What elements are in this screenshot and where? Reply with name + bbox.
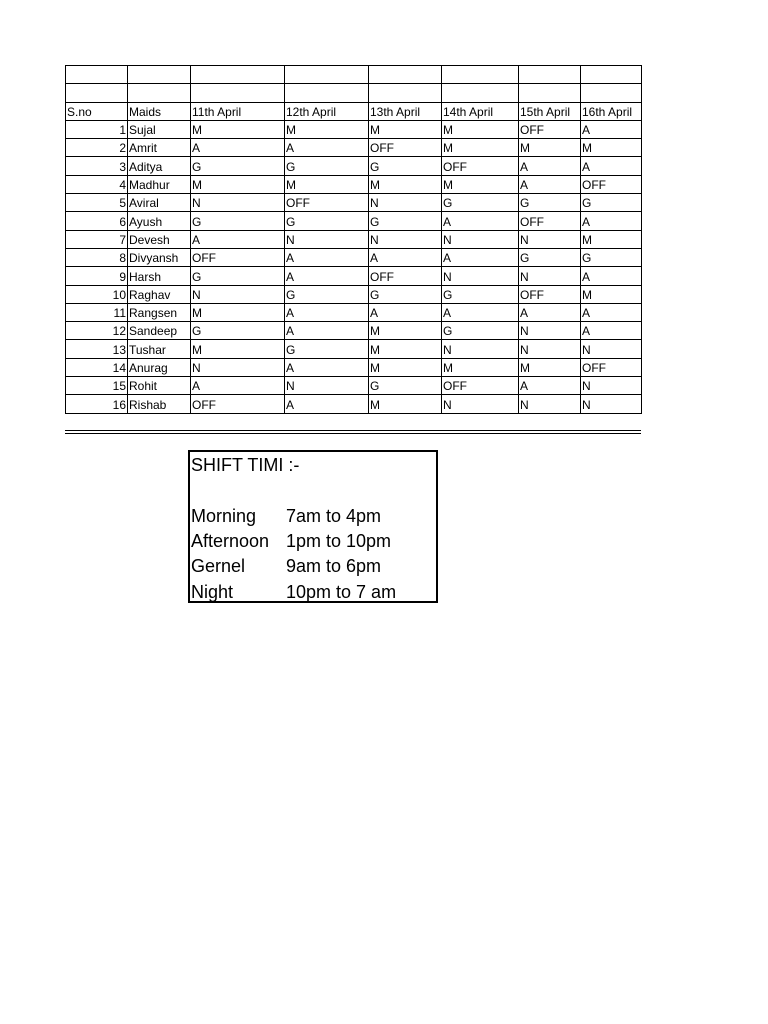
header-cell: 11th April: [191, 102, 285, 120]
table-row: [66, 157, 642, 175]
serial-number-cell: 16: [66, 395, 128, 413]
shift-code-cell: M: [442, 120, 519, 138]
shift-code-cell: OFF: [442, 377, 519, 395]
shift-code-cell: A: [581, 322, 642, 340]
shift-label: Afternoon: [191, 531, 270, 551]
serial-number-cell: 9: [66, 267, 128, 285]
table-row: [66, 267, 642, 285]
roster-body: [66, 66, 642, 414]
shift-code-cell: M: [581, 285, 642, 303]
header-cell: 14th April: [442, 102, 519, 120]
shift-code-cell: M: [581, 230, 642, 248]
shift-code-cell: N: [442, 340, 519, 358]
shift-code-cell: G: [285, 340, 369, 358]
shift-time: 10pm to 7 am: [286, 582, 397, 602]
serial-number-cell: 8: [66, 248, 128, 266]
blank-cell: [519, 66, 581, 84]
table-row: [66, 285, 642, 303]
shift-code-cell: M: [191, 303, 285, 321]
shift-timing-title: SHIFT TIMI :-: [191, 455, 300, 475]
table-row: [66, 377, 642, 395]
shift-time: 9am to 6pm: [286, 556, 382, 576]
table-row: [66, 340, 642, 358]
shift-code-cell: G: [581, 194, 642, 212]
shift-code-cell: N: [369, 230, 442, 248]
shift-code-cell: N: [442, 267, 519, 285]
blank-cell: [191, 84, 285, 102]
shift-code-cell: M: [519, 358, 581, 376]
shift-roster-table: [65, 65, 642, 414]
shift-code-cell: A: [285, 395, 369, 413]
blank-cell: [128, 84, 191, 102]
shift-code-cell: G: [442, 285, 519, 303]
shift-code-cell: OFF: [369, 139, 442, 157]
blank-row: [66, 66, 642, 84]
serial-number-cell: 6: [66, 212, 128, 230]
shift-code-cell: M: [581, 139, 642, 157]
shift-code-cell: G: [519, 248, 581, 266]
shift-code-cell: A: [285, 139, 369, 157]
table-row: [66, 194, 642, 212]
shift-code-cell: G: [369, 377, 442, 395]
shift-code-cell: A: [581, 157, 642, 175]
shift-code-cell: A: [519, 175, 581, 193]
shift-code-cell: A: [285, 267, 369, 285]
maid-name-cell: Raghav: [128, 285, 191, 303]
serial-number-cell: 2: [66, 139, 128, 157]
blank-cell: [519, 84, 581, 102]
shift-code-cell: G: [191, 212, 285, 230]
header-row: [66, 102, 642, 120]
blank-cell: [285, 84, 369, 102]
shift-code-cell: A: [369, 248, 442, 266]
shift-code-cell: N: [285, 230, 369, 248]
shift-code-cell: M: [442, 139, 519, 157]
table-row: [66, 139, 642, 157]
table-row: [66, 230, 642, 248]
header-cell: S.no: [66, 102, 128, 120]
shift-code-cell: A: [285, 248, 369, 266]
maid-name-cell: Amrit: [128, 139, 191, 157]
shift-code-cell: A: [519, 157, 581, 175]
serial-number-cell: 3: [66, 157, 128, 175]
shift-code-cell: N: [519, 322, 581, 340]
blank-cell: [369, 84, 442, 102]
shift-code-cell: G: [369, 285, 442, 303]
shift-code-cell: G: [285, 212, 369, 230]
shift-code-cell: A: [519, 377, 581, 395]
table-row: [66, 212, 642, 230]
shift-code-cell: N: [191, 285, 285, 303]
shift-code-cell: A: [285, 303, 369, 321]
shift-code-cell: A: [581, 267, 642, 285]
blank-cell: [369, 66, 442, 84]
shift-code-cell: N: [581, 395, 642, 413]
shift-code-cell: OFF: [191, 248, 285, 266]
shift-code-cell: G: [191, 157, 285, 175]
shift-code-cell: OFF: [581, 358, 642, 376]
shift-code-cell: M: [442, 358, 519, 376]
shift-code-cell: G: [442, 194, 519, 212]
maid-name-cell: Rohit: [128, 377, 191, 395]
shift-code-cell: M: [191, 120, 285, 138]
shift-code-cell: G: [369, 212, 442, 230]
shift-code-cell: G: [285, 285, 369, 303]
shift-code-cell: N: [191, 358, 285, 376]
shift-code-cell: M: [369, 395, 442, 413]
shift-code-cell: M: [191, 175, 285, 193]
shift-code-cell: N: [442, 395, 519, 413]
maid-name-cell: Rangsen: [128, 303, 191, 321]
shift-code-cell: N: [581, 377, 642, 395]
table-row: [66, 303, 642, 321]
blank-cell: [191, 66, 285, 84]
shift-code-cell: N: [519, 230, 581, 248]
shift-code-cell: A: [191, 377, 285, 395]
shift-code-cell: OFF: [369, 267, 442, 285]
table-row: [66, 395, 642, 413]
shift-timing-box: [188, 450, 438, 603]
shift-code-cell: M: [369, 322, 442, 340]
shift-code-cell: M: [519, 139, 581, 157]
shift-code-cell: G: [442, 322, 519, 340]
shift-code-cell: OFF: [519, 212, 581, 230]
table-row: [66, 358, 642, 376]
blank-cell: [66, 66, 128, 84]
blank-cell: [66, 84, 128, 102]
blank-cell: [581, 66, 642, 84]
shift-time: 1pm to 10pm: [286, 531, 392, 551]
shift-code-cell: N: [369, 194, 442, 212]
maid-name-cell: Devesh: [128, 230, 191, 248]
shift-code-cell: G: [191, 267, 285, 285]
table-row: [66, 248, 642, 266]
shift-code-cell: A: [191, 230, 285, 248]
shift-code-cell: G: [285, 157, 369, 175]
shift-code-cell: M: [285, 120, 369, 138]
serial-number-cell: 15: [66, 377, 128, 395]
shift-code-cell: A: [285, 358, 369, 376]
shift-code-cell: M: [369, 175, 442, 193]
shift-code-cell: G: [191, 322, 285, 340]
shift-time: 7am to 4pm: [286, 506, 382, 526]
shift-code-cell: G: [519, 194, 581, 212]
shift-code-cell: N: [191, 194, 285, 212]
maid-name-cell: Madhur: [128, 175, 191, 193]
shift-code-cell: N: [519, 267, 581, 285]
serial-number-cell: 11: [66, 303, 128, 321]
shift-code-cell: A: [285, 322, 369, 340]
blank-cell: [442, 84, 519, 102]
shift-code-cell: OFF: [191, 395, 285, 413]
blank-cell: [581, 84, 642, 102]
shift-code-cell: M: [369, 340, 442, 358]
maid-name-cell: Sandeep: [128, 322, 191, 340]
table-row: [66, 120, 642, 138]
shift-code-cell: OFF: [285, 194, 369, 212]
serial-number-cell: 10: [66, 285, 128, 303]
header-cell: 13th April: [369, 102, 442, 120]
maid-name-cell: Tushar: [128, 340, 191, 358]
shift-code-cell: OFF: [581, 175, 642, 193]
maid-name-cell: Ayush: [128, 212, 191, 230]
shift-code-cell: OFF: [442, 157, 519, 175]
serial-number-cell: 5: [66, 194, 128, 212]
shift-code-cell: N: [581, 340, 642, 358]
table-row: [66, 175, 642, 193]
shift-code-cell: M: [285, 175, 369, 193]
maid-name-cell: Aditya: [128, 157, 191, 175]
shift-code-cell: M: [191, 340, 285, 358]
blank-row: [66, 84, 642, 102]
serial-number-cell: 1: [66, 120, 128, 138]
shift-code-cell: A: [519, 303, 581, 321]
table-row: [66, 322, 642, 340]
serial-number-cell: 13: [66, 340, 128, 358]
shift-code-cell: A: [581, 303, 642, 321]
shift-code-cell: G: [581, 248, 642, 266]
blank-cell: [442, 66, 519, 84]
shift-code-cell: M: [369, 358, 442, 376]
shift-code-cell: A: [442, 212, 519, 230]
shift-code-cell: N: [519, 340, 581, 358]
shift-code-cell: A: [369, 303, 442, 321]
maid-name-cell: Anurag: [128, 358, 191, 376]
shift-code-cell: M: [369, 120, 442, 138]
shift-code-cell: A: [442, 303, 519, 321]
shift-label: Morning: [191, 506, 257, 526]
serial-number-cell: 12: [66, 322, 128, 340]
shift-code-cell: N: [285, 377, 369, 395]
shift-code-cell: OFF: [519, 285, 581, 303]
maid-name-cell: Harsh: [128, 267, 191, 285]
shift-code-cell: N: [442, 230, 519, 248]
header-cell: Maids: [128, 102, 191, 120]
shift-label: Gernel: [191, 556, 246, 576]
blank-cell: [285, 66, 369, 84]
maid-name-cell: Aviral: [128, 194, 191, 212]
serial-number-cell: 7: [66, 230, 128, 248]
serial-number-cell: 14: [66, 358, 128, 376]
shift-code-cell: A: [581, 212, 642, 230]
maid-name-cell: Divyansh: [128, 248, 191, 266]
maid-name-cell: Rishab: [128, 395, 191, 413]
header-cell: 15th April: [519, 102, 581, 120]
shift-code-cell: M: [442, 175, 519, 193]
double-underline-divider: [65, 430, 641, 434]
header-cell: 12th April: [285, 102, 369, 120]
shift-code-cell: G: [369, 157, 442, 175]
shift-code-cell: A: [581, 120, 642, 138]
shift-code-cell: A: [191, 139, 285, 157]
shift-code-cell: OFF: [519, 120, 581, 138]
shift-label: Night: [191, 582, 234, 602]
shift-code-cell: A: [442, 248, 519, 266]
blank-cell: [128, 66, 191, 84]
header-cell: 16th April: [581, 102, 642, 120]
maid-name-cell: Sujal: [128, 120, 191, 138]
serial-number-cell: 4: [66, 175, 128, 193]
shift-code-cell: N: [519, 395, 581, 413]
